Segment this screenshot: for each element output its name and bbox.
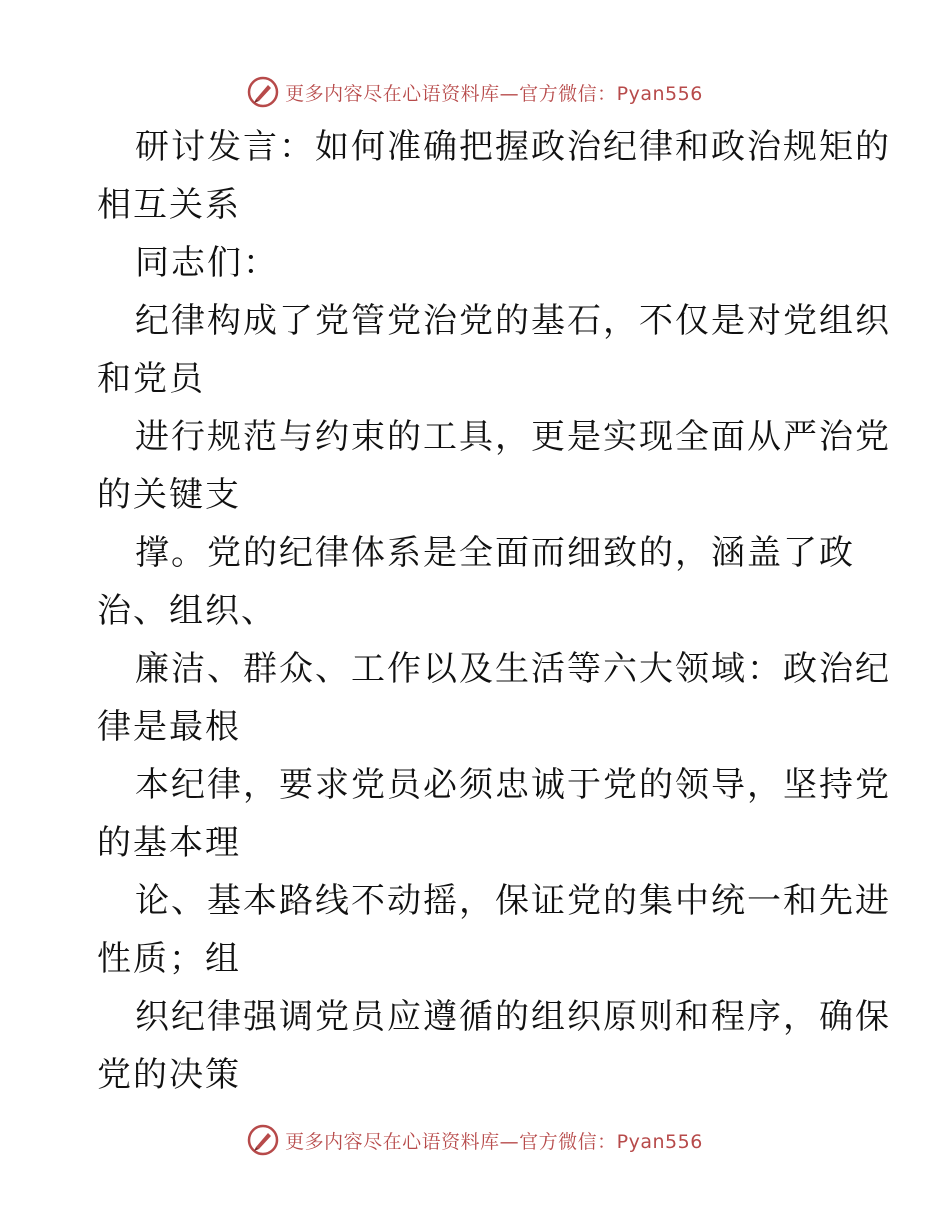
document-body	[97, 118, 891, 1104]
title-line-1: 研讨发言：如何准确把握政治纪律和政治规矩的	[135, 127, 891, 167]
header-watermark-text: 更多内容尽在心语资料库—官方微信：Pyan556	[285, 82, 703, 105]
paragraph-line: 律是最根	[97, 707, 241, 747]
paragraph-line: 撑。党的纪律体系是全面而细致的，涵盖了政	[135, 533, 855, 573]
footer-watermark	[0, 1120, 950, 1160]
paragraph-line: 本纪律，要求党员必须忠诚于党的领导，坚持党	[135, 765, 891, 805]
footer-watermark-text: 更多内容尽在心语资料库—官方微信：Pyan556	[285, 1130, 703, 1153]
paragraph-line: 党的决策	[97, 1055, 241, 1095]
paragraph-line: 的基本理	[97, 823, 241, 863]
pen-logo-icon	[247, 1124, 279, 1156]
paragraph-line: 廉洁、群众、工作以及生活等六大领域：政治纪	[135, 649, 891, 689]
paragraph-line: 纪律构成了党管党治党的基石，不仅是对党组织	[135, 301, 891, 341]
paragraph-line: 的关键支	[97, 475, 241, 515]
paragraph-line: 性质；组	[97, 939, 241, 979]
paragraph-line: 进行规范与约束的工具，更是实现全面从严治党	[135, 417, 891, 457]
header-watermark	[0, 72, 950, 112]
paragraph-line: 织纪律强调党员应遵循的组织原则和程序，确保	[135, 997, 891, 1037]
paragraph-line: 和党员	[97, 359, 205, 399]
paragraph-line: 论、基本路线不动摇，保证党的集中统一和先进	[135, 881, 891, 921]
paragraph-line: 治、组织、	[97, 591, 277, 631]
pen-logo-icon	[247, 76, 279, 108]
salutation: 同志们：	[135, 243, 279, 283]
title-line-2: 相互关系	[97, 185, 241, 225]
